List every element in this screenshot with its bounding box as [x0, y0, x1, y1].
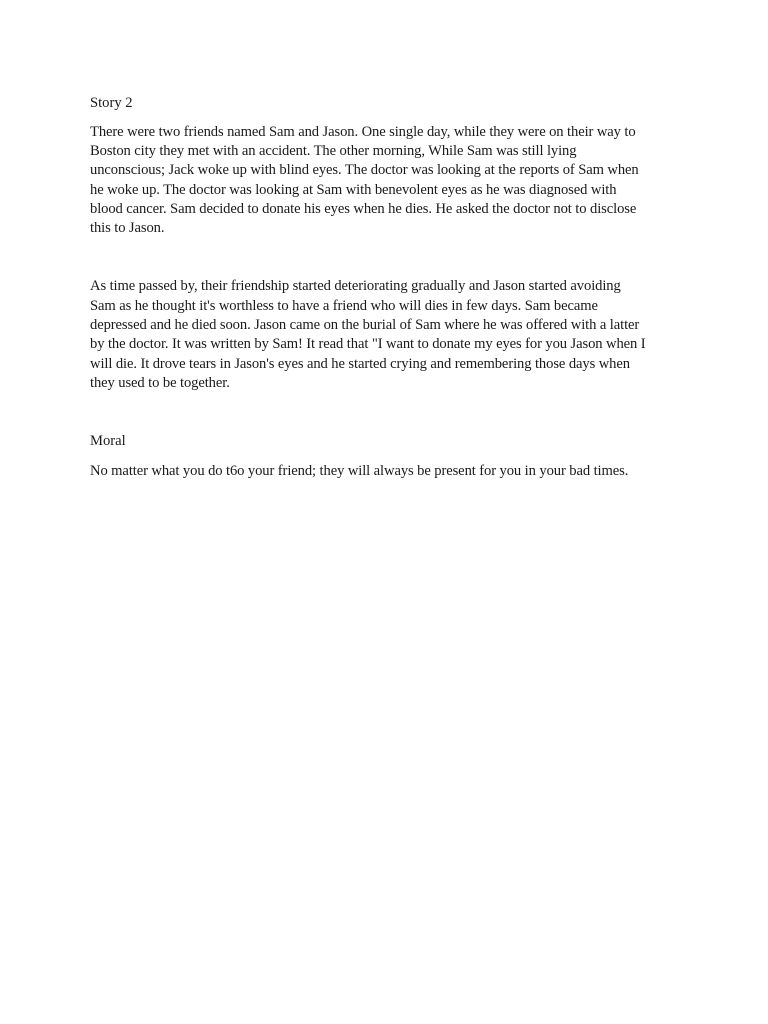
paragraph-line: by the doctor. It was written by Sam! It read that "I want to donate my eyes for you Jason when I: [90, 336, 646, 352]
paragraph-line: blood cancer. Sam decided to donate his eyes when he dies. He asked the doctor not to disclose: [90, 201, 637, 217]
paragraph-line: will die. It drove tears in Jason's eyes and he started crying and remembering those days when: [90, 356, 630, 372]
paragraph-line: Boston city they met with an accident. The other morning, While Sam was still lying: [90, 143, 577, 159]
paragraph-line: Sam as he thought it's worthless to have a friend who will dies in few days. Sam became: [90, 298, 598, 314]
moral-heading: Moral: [90, 433, 126, 449]
paragraph-line: he woke up. The doctor was looking at Sam with benevolent eyes as he was diagnosed with: [90, 182, 617, 198]
moral-text: No matter what you do t6o your friend; they will always be present for you in your bad times.: [90, 463, 629, 479]
paragraph-line: As time passed by, their friendship started deteriorating gradually and Jason started avoiding: [90, 278, 621, 294]
paragraph-line: they used to be together.: [90, 375, 230, 391]
paragraph-line: this to Jason.: [90, 220, 165, 236]
paragraph-line: depressed and he died soon. Jason came on the burial of Sam where he was offered with a latter: [90, 317, 640, 333]
paragraph-line: There were two friends named Sam and Jason. One single day, while they were on their way to: [90, 124, 636, 140]
paragraph-line: unconscious; Jack woke up with blind eyes. The doctor was looking at the reports of Sam when: [90, 162, 639, 178]
story-heading: Story 2: [90, 95, 133, 111]
